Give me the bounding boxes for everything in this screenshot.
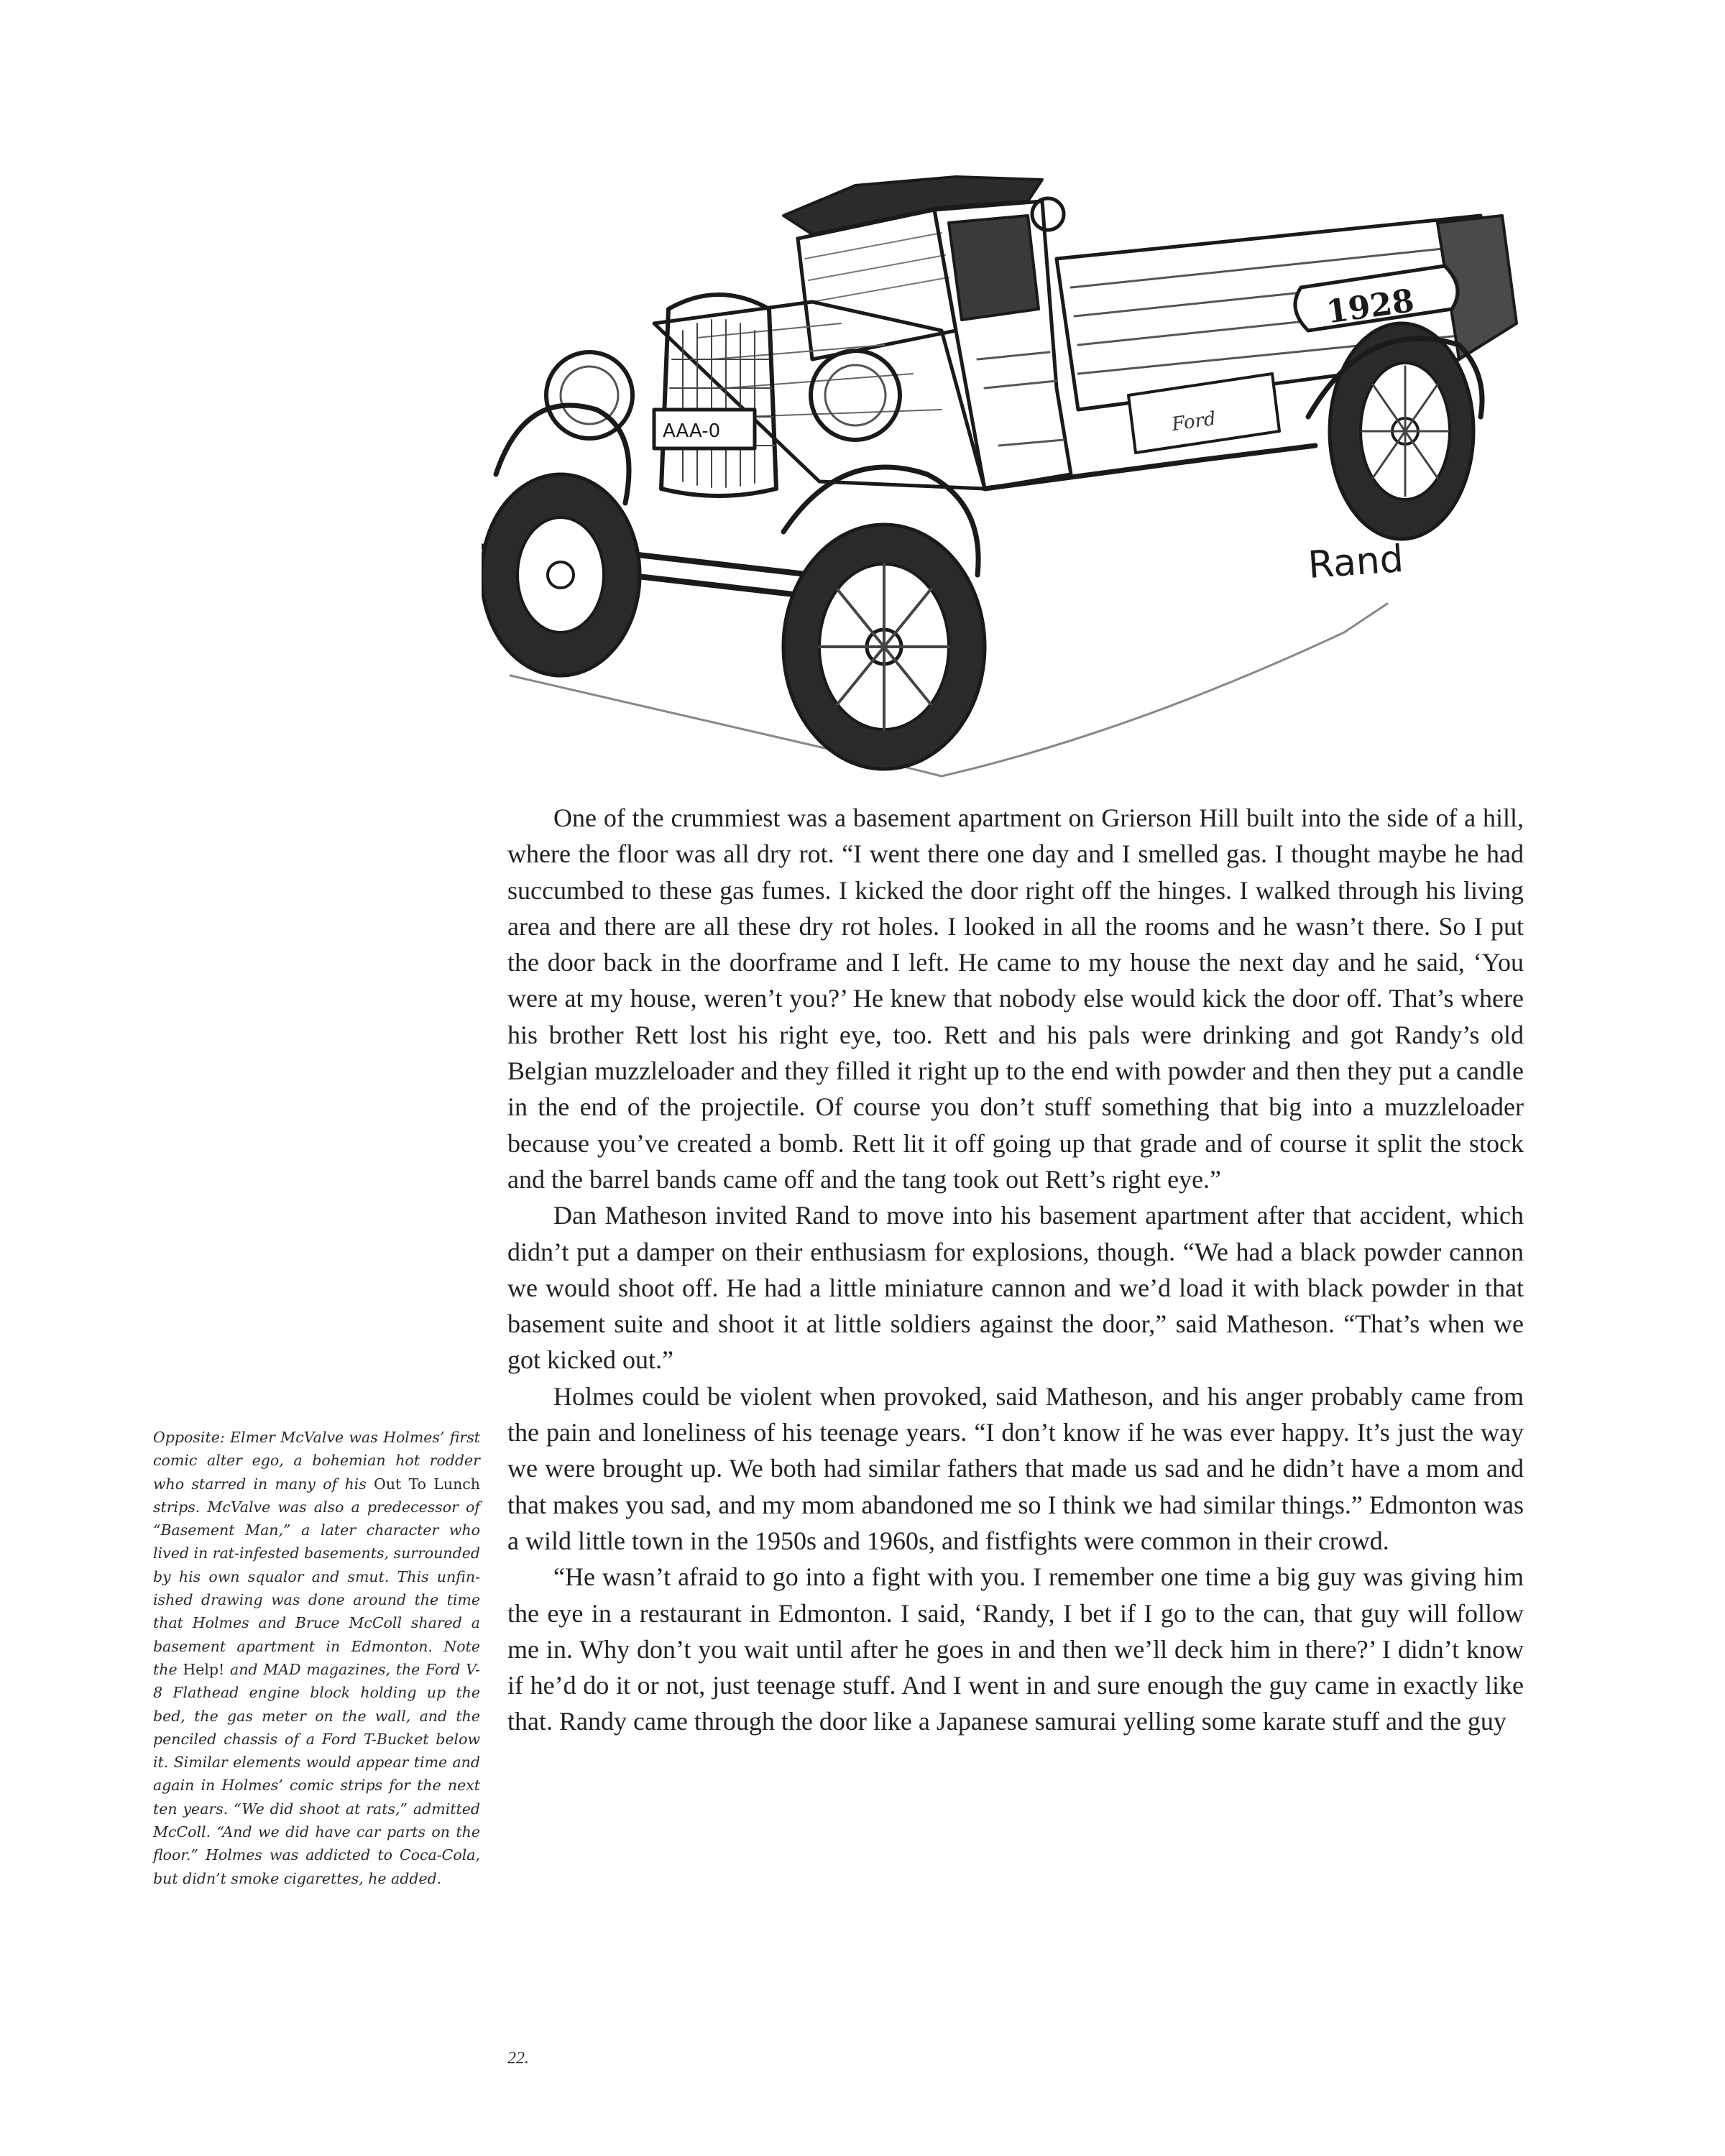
front-left-wheel (482, 474, 640, 676)
caption-title-help: Help! (183, 1660, 225, 1678)
page-number: 22. (507, 2049, 529, 2068)
rear-wheel (1330, 323, 1473, 539)
caption-text-2: strips. McValve was also a predecessor of “Basement Man,” a later character who lived in rat-infested basements, surrounded by his own squalor and smut. This unfinished drawing was done around the time that Holmes and Bruce McColl shared a basement apartment in Edmonton. Note the (153, 1498, 480, 1678)
body-paragraph: Holmes could be violent when provoked, said Matheson, and his anger probably came from the pain and loneliness of his teenage years. “I don’t know if he was ever happy. It’s just the way we were brought up. We both had similar fathers that made us sad and he didn’t have a mom and that makes you sad, and my mom abandoned me so I think we had similar things.” Edmonton was a wild little town in the 1950s and 1960s, and fistfights were common in their crowd. (507, 1381, 1524, 1555)
year-plaque-text: 1928 (1324, 282, 1417, 331)
body-text (507, 800, 1524, 1740)
crate-marking: Ford (1170, 407, 1218, 436)
artist-signature: Rand (1306, 537, 1405, 588)
license-plate-text: AAA-0 (663, 420, 721, 442)
truck-drawing (482, 172, 1531, 791)
sidebar-caption (153, 1426, 480, 1890)
body-paragraph: One of the crummiest was a basement apartment on Grierson Hill built into the side of a hill, where the floor was all dry rot. “I went there one day and I smelled gas. I thought maybe he had succumbed to these gas fumes. I kicked the door right off the hinges. I walked through his living area and there are all these dry rot holes. I looked in all the rooms and he wasn’t there. So I put the door back in the doorframe and I left. He came to my house the next day and he said, ‘You were at my house, weren’t you?’ He knew that nobody else would kick the door off. That’s where his brother Rett lost his right eye, too. Rett and his pals were drinking and got Randy’s old Belgian muzzleloader and they filled it right up to the end with powder and then they put a candle in the end of the projectile. Of course you don’t stuff something that big into a muzzleloader because you’ve created a bomb. Rett lit it off going up that grade and of course it split the stock and the barrel bands came off and the tang took out Rett’s right eye.” (507, 803, 1524, 1194)
truck-illustration (482, 172, 1531, 791)
left-headlight (546, 352, 632, 438)
caption-text-3: and MAD magazines, the Ford V-8 Flathead engine block holding up the bed, the gas meter on the wall, and the penciled chassis of a Ford T-Bucket below it. Similar elements would appear time and again in Holmes’ comic strips for the next ten years. “We did shoot at rats,” admitted McColl. “And we did have car parts on the floor.” Holmes was addicted to Coca-Cola, but didn’t smoke cigarettes, he added. (153, 1660, 480, 1887)
side-window (949, 216, 1039, 320)
rear-mirror (1032, 198, 1064, 230)
hood (654, 302, 985, 489)
radiator-grille (661, 295, 776, 496)
front-right-wheel (783, 525, 985, 769)
windshield (798, 210, 956, 359)
body-paragraph: Dan Matheson invited Rand to move into his basement apartment after that accident, which didn’t put a damper on their enthusiasm for explosions, though. “We had a black powder cannon we would shoot off. He had a little miniature cannon and we’d load it with black powder in that basement suite and shoot it at little soldiers against the door,” said Matheson. “That’s when we got kicked out.” (507, 1201, 1524, 1375)
caption-text-1: Opposite: Elmer McValve was Holmes’ first comic alter ego, a bohemian hot rodder who starred in many of his (153, 1429, 480, 1493)
body-paragraph: “He wasn’t afraid to go into a fight with you. I remember one time a big guy was giving him the eye in a restaurant in Edmonton. I said, ‘Randy, I bet if I go to the can, that guy will follow me in. Why don’t you wait until after he goes in and then we’ll deck him in there?’ I didn’t know if he’d do it or not, just teenage stuff. And I went in and sure enough the guy came in exactly like that. Randy came through the door like a Japanese samurai yelling some karate stuff and the guy (507, 1562, 1524, 1736)
caption-title-out-to-lunch: Out To Lunch (374, 1475, 480, 1493)
